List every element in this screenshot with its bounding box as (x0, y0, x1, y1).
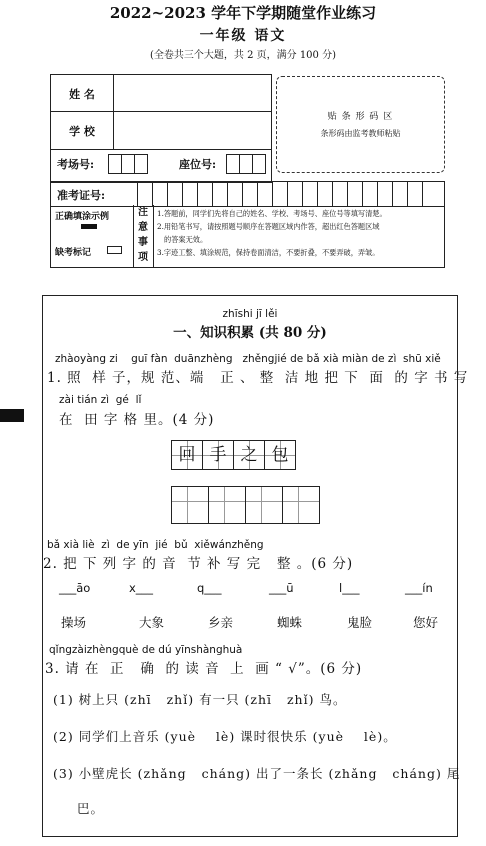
q2-word: 大象 (139, 615, 165, 630)
attention-item: 2.用铅笔书写，请按照题号顺序在答题区域内作答，超出红色答题区域 (157, 222, 380, 231)
tian-grid-cell: 回 (171, 440, 203, 470)
q3-item[interactable]: (3) 小壁虎长 (zhǎng cháng) 出了一条长 (zhǎng cháng) 尾 (53, 766, 461, 781)
tian-grid-cell: 包 (264, 440, 296, 470)
school-label: 学 校 (69, 125, 95, 138)
pinyin-blank[interactable]: q___ (197, 581, 222, 595)
name-label: 姓 名 (69, 88, 95, 101)
pinyin-blank[interactable]: ___āo (59, 581, 91, 595)
barcode-note: 条形码由监考教师粘贴 (320, 129, 401, 138)
page-title: 2022~2023 学年下学期随堂作业练习 (109, 4, 377, 22)
attention-box (50, 205, 445, 268)
tian-grid-cell: 手 (202, 440, 234, 470)
section1-pinyin: zhīshi jī lěi (222, 308, 278, 320)
answer-cell[interactable] (245, 486, 283, 524)
seat-label: 座位号: (179, 158, 217, 171)
model-character-grid (172, 440, 296, 470)
ticket-number-row (50, 181, 445, 207)
q1-pinyin-line1: zhàoyàng zi guī fàn duānzhèng zhěngjié de bǎ xià miàn de zì shū xiě (55, 353, 441, 365)
exam-note: (全卷共三个大题，共 2 页，满分 100 分) (150, 50, 336, 61)
section1-heading: 一、知识积累 (共 80 分) (173, 325, 327, 341)
barcode-title: 贴 条 形 码 区 (327, 112, 394, 122)
q2-pinyin: bǎ xià liè zì de yīn jié bǔ xiěwánzhěng (47, 539, 264, 551)
page-subtitle: 一年级 语文 (199, 28, 287, 44)
q2-word: 鬼脸 (347, 615, 373, 630)
q3-item-continued: 巴。 (77, 801, 105, 816)
answer-cell[interactable] (282, 486, 320, 524)
q3-text: 3. 请 在 正 确 的 读 音 上 画 “ √”。(6 分) (45, 661, 363, 677)
pinyin-blank[interactable]: ___ū (269, 581, 294, 595)
q2-word: 操场 (61, 615, 87, 630)
absent-label: 缺考标记 (55, 248, 92, 258)
q2-word: 您好 (413, 615, 439, 630)
answer-cell[interactable] (171, 486, 209, 524)
q3-item[interactable]: (2) 同学们上音乐 (yuè lè) 课时很快乐 (yuè lè)。 (53, 729, 397, 744)
attention-heading: 注 意 事 项 (133, 205, 154, 267)
answer-section (42, 295, 469, 837)
fill-example-mark (81, 224, 97, 229)
absent-checkbox[interactable] (107, 246, 122, 254)
pinyin-blank[interactable]: ___ín (405, 581, 433, 595)
q1-pinyin-line2: zài tián zì gé lǐ (59, 394, 142, 406)
attention-item: 的答案无效。 (164, 235, 208, 244)
fill-example-label: 正确填涂示例 (55, 212, 110, 222)
school-row (51, 111, 271, 150)
q2-word: 蜘蛛 (277, 615, 303, 630)
alignment-mark (0, 409, 24, 422)
attention-item: 1.答题前，同学们先将自己的姓名、学校、考场号、座位号等填写清楚。 (157, 209, 387, 218)
seat-boxes[interactable] (227, 153, 266, 174)
q2-text: 2. 把 下 列 字 的 音 节 补 写 完 整 。(6 分) (43, 556, 354, 572)
q1-text-line2: 在 田 字 格 里。(4 分) (59, 412, 215, 428)
pinyin-blank[interactable]: x___ (129, 581, 154, 595)
barcode-area (276, 76, 445, 173)
name-row (51, 75, 271, 112)
student-info-box (50, 74, 272, 183)
exam-room-label: 考场号: (57, 158, 95, 171)
q3-pinyin: qǐngzàizhèngquè de dú yīnshànghuà (49, 644, 243, 656)
tian-grid-cell: 之 (233, 440, 265, 470)
q3-item[interactable]: (1) 树上只 (zhī zhǐ) 有一只 (zhī zhǐ) 鸟。 (53, 692, 347, 707)
attention-item: 3.字迹工整、填涂规范，保持卷面清洁，不要折叠，不要弄破，弄皱。 (157, 248, 380, 257)
ticket-number-label: 准考证号: (57, 189, 106, 202)
answer-character-grid[interactable] (172, 486, 320, 524)
q1-text-line1: 1. 照 样 子，规 范、端 正 、 整 洁 地 把 下 面 的 字 书 写 (47, 370, 469, 386)
pinyin-blank[interactable]: l___ (339, 581, 360, 595)
answer-cell[interactable] (208, 486, 246, 524)
q2-word: 乡亲 (208, 615, 234, 630)
attention-items (157, 207, 441, 259)
ticket-number-cells[interactable] (137, 182, 437, 206)
exam-room-boxes[interactable] (109, 153, 148, 174)
